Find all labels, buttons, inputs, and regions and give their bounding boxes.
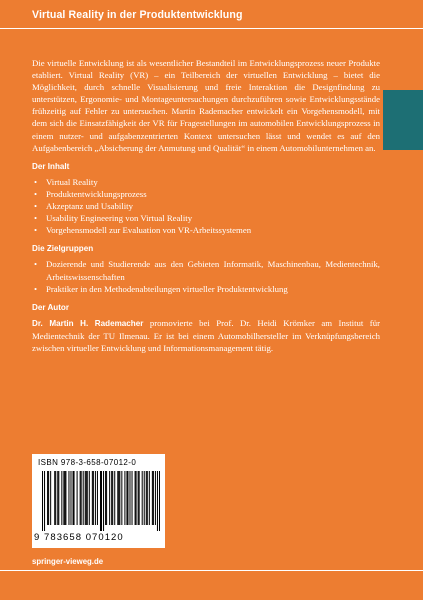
page-title: Virtual Reality in der Produktentwicklung — [32, 9, 243, 21]
autor-heading: Der Autor — [32, 302, 70, 312]
bottom-divider — [0, 570, 423, 571]
list-item-text: Akzeptanz und Usability — [46, 201, 133, 212]
list-item-text: Usability Engineering von Virtual Reality — [46, 213, 193, 224]
barcode-digits: 9 783658 070120 — [34, 532, 124, 543]
list-item-text: Vorgehensmodell zur Evaluation von VR-Arbeitssystemen — [46, 225, 252, 236]
list-item — [32, 176, 380, 188]
list-item-text: Virtual Reality — [46, 176, 98, 187]
bullet-icon: • — [34, 176, 38, 187]
list-item — [32, 258, 380, 282]
author-name: Dr. Martin H. Rademacher — [32, 318, 144, 328]
inhalt-heading: Der Inhalt — [32, 161, 70, 171]
list-item-text: Produktentwicklungsprozess — [46, 188, 147, 199]
list-item — [32, 200, 380, 212]
intro-paragraph: Die virtuelle Entwicklung ist als wesentlicher Bestandteil im Entwicklungsprozess neuer Produkte etabliert. Virtual Reality (VR) – ein Teilbereich der virtuellen Entwicklung – bietet die Möglichkeit, durch schnelle Visualisierung und freie Interaktion die Designfindung zu unterstützen, Ergonomie- und Montageuntersuchungen durchzuführen sowie Entwicklungsstände frühzeitig auf Fehler zu untersuchen. Martin Rademacher entwickelt ein Vorgehensmodell, mit dem sich die Einsatzfähigkeit der VR für Fragestellungen im automobilen Entwicklungsprozess in einem nutzer- und aufgabenzentrierten Kontext untersuchen lässt und wendet es auf den Aufgabenbereich „Absicherung der Anmutung und Qualität“ in einem Automobilunternehmen an. — [32, 58, 380, 153]
publisher-url[interactable]: springer-vieweg.de — [32, 557, 104, 566]
isbn-label: ISBN 978-3-658-07012-0 — [38, 458, 137, 467]
list-item — [32, 224, 380, 236]
list-item-text: Dozierende und Studierende aus den Gebieten Informatik, Maschinenbau, Medientechnik, Arbeitswissenschaften — [46, 259, 380, 282]
blurb-body — [32, 57, 380, 354]
bullet-icon: • — [34, 225, 38, 236]
bullet-icon: • — [34, 213, 38, 224]
zielgruppen-list — [32, 258, 380, 294]
bullet-icon: • — [34, 201, 38, 212]
list-item — [32, 188, 380, 200]
barcode-icon — [42, 471, 160, 531]
list-item — [32, 283, 380, 295]
inhalt-list — [32, 176, 380, 236]
author-paragraph — [32, 317, 380, 354]
accent-tab — [383, 90, 423, 150]
bullet-icon: • — [34, 283, 38, 294]
list-item-text: Praktiker in den Methodenabteilungen virtueller Produktentwicklung — [46, 283, 288, 294]
zielgruppen-heading: Die Zielgruppen — [32, 244, 94, 254]
author-bio: promovierte bei Prof. Dr. Heidi Krömker am Institut für Medientechnik der TU Ilmenau. Er ist bei einem Automobilhersteller im Verknüpfungsbereich zwischen virtueller Entwicklung und Informationsmanagement tätig. — [32, 317, 380, 353]
title-divider — [0, 28, 423, 29]
bullet-icon: • — [34, 188, 38, 199]
list-item — [32, 212, 380, 224]
bullet-icon: • — [34, 259, 38, 270]
barcode-panel — [32, 454, 165, 548]
